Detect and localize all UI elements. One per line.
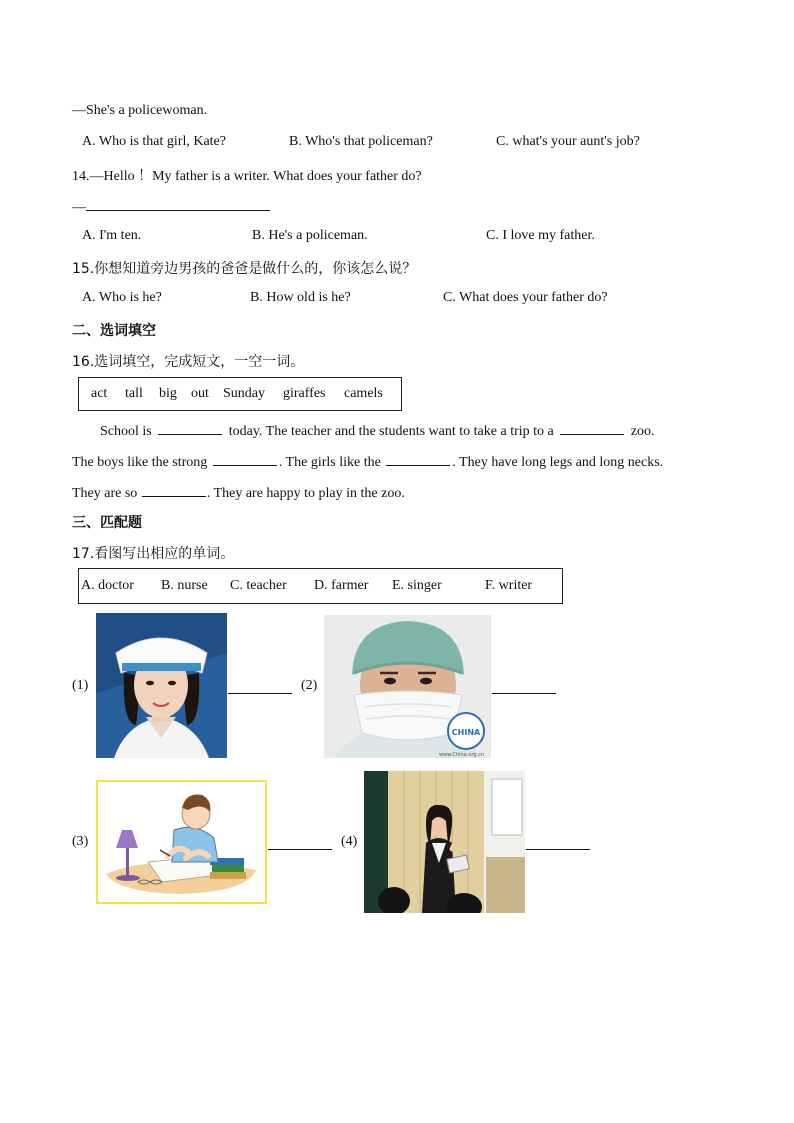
q16-stem: 16.选词填空，完成短文，一空一词。 <box>72 354 305 370</box>
blank-5[interactable] <box>142 482 206 497</box>
blank-4[interactable] <box>386 451 450 466</box>
logo-text: CHINA <box>451 728 481 737</box>
q14-stem: 14.—Hello ！My father is a writer. What does your father do? <box>72 169 422 184</box>
q15-option-a: A. Who is he? <box>82 290 162 305</box>
word-bank-item: tall <box>125 386 143 401</box>
q15-option-b: B. How old is he? <box>250 290 351 305</box>
job-option: F. writer <box>485 578 533 593</box>
job-option: B. nurse <box>161 578 208 593</box>
answer-line-2[interactable] <box>492 693 556 694</box>
q15-stem: 15.你想知道旁边男孩的爸爸是做什么的，你该怎么说？ <box>72 261 417 277</box>
section-3-title: 三、匹配题 <box>72 515 142 531</box>
word-bank-item: Sunday <box>223 386 265 401</box>
watermark-text: www.China.org.cn <box>439 752 484 758</box>
teacher-illustration <box>364 771 525 913</box>
q17-option-box <box>78 568 563 604</box>
word-bank-item: giraffes <box>283 386 326 401</box>
passage-text: They are so <box>72 486 138 501</box>
writer-illustration <box>98 782 265 902</box>
q16-word-box <box>78 377 402 411</box>
q14-option-c: C. I love my father. <box>486 228 595 243</box>
job-option: E. singer <box>392 578 442 593</box>
writer-picture <box>96 780 267 904</box>
word-bank-item: act <box>91 386 108 401</box>
job-option: D. farmer <box>314 578 369 593</box>
picture-label-3: (3) <box>72 834 89 849</box>
word-bank-item: out <box>191 386 209 401</box>
blank-2[interactable] <box>560 420 624 435</box>
q14-option-a: A. I'm ten. <box>82 228 142 243</box>
q13-option-a: A. Who is that girl, Kate? <box>82 134 226 149</box>
passage-text: School is <box>100 424 152 439</box>
passage-text: . They have long legs and long necks. <box>452 455 664 470</box>
blank-1[interactable] <box>158 420 222 435</box>
q15-option-c: C. What does your father do? <box>443 290 608 305</box>
nurse-photo <box>96 613 227 758</box>
passage-text: today. The teacher and the students want to take a trip to a <box>228 424 554 439</box>
teacher-photo <box>364 771 525 913</box>
blank-3[interactable] <box>213 451 277 466</box>
doctor-illustration <box>324 615 491 758</box>
q14-answer-blank[interactable] <box>86 196 270 211</box>
passage-text: The boys like the strong <box>72 455 208 470</box>
section-2-title: 二、选词填空 <box>72 323 156 339</box>
q14-dash: — <box>72 200 86 215</box>
passage-line-1 <box>100 420 654 440</box>
q13-answer-line: —She's a policewoman. <box>72 103 208 118</box>
q14-answer-row <box>72 196 270 216</box>
doctor-photo <box>324 615 491 758</box>
picture-label-1: (1) <box>72 678 89 693</box>
job-option: A. doctor <box>81 578 134 593</box>
q13-option-b: B. Who's that policeman? <box>289 134 433 149</box>
passage-line-3 <box>72 482 405 502</box>
passage-line-2 <box>72 451 663 471</box>
passage-text: . The girls like the <box>278 455 381 470</box>
word-bank-item: camels <box>344 386 383 401</box>
answer-line-4[interactable] <box>526 849 590 850</box>
picture-label-4: (4) <box>341 834 358 849</box>
q17-stem: 17.看图写出相应的单词。 <box>72 546 235 562</box>
q13-option-c: C. what's your aunt's job? <box>496 134 640 149</box>
q14-option-b: B. He's a policeman. <box>252 228 368 243</box>
job-option: C. teacher <box>230 578 287 593</box>
nurse-illustration <box>96 613 227 758</box>
passage-text: . They are happy to play in the zoo. <box>206 486 405 501</box>
answer-line-1[interactable] <box>228 693 292 694</box>
word-bank-item: big <box>159 386 177 401</box>
picture-label-2: (2) <box>301 678 318 693</box>
answer-line-3[interactable] <box>268 849 332 850</box>
passage-text: zoo. <box>630 424 655 439</box>
